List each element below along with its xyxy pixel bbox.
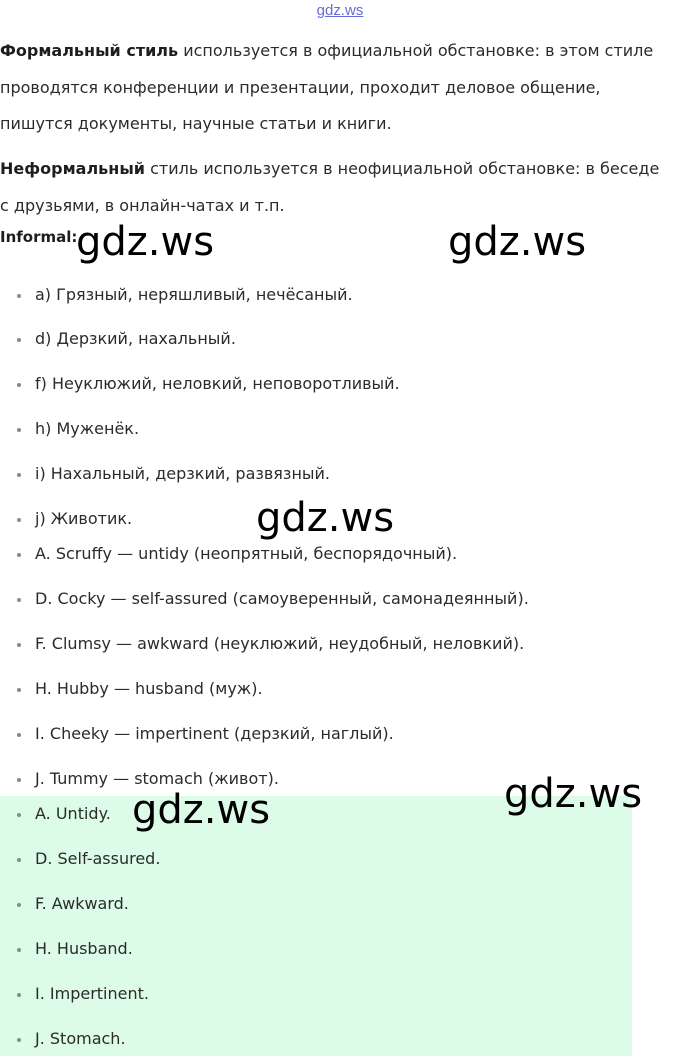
list-item-text: F. Clumsy — awkward (неуклюжий, неудобный, неловкий). <box>35 634 525 653</box>
informal-style-term: Неформальный <box>0 159 146 178</box>
bullet-icon <box>17 1038 21 1042</box>
list-item-text: F. Awkward. <box>35 894 129 913</box>
bullet-icon <box>17 473 21 477</box>
bullet-icon <box>17 338 21 342</box>
watermark: gdz.ws <box>448 219 587 265</box>
informal-style-paragraph <box>0 151 672 224</box>
list-item-text: d) Дерзкий, нахальный. <box>35 329 236 348</box>
informal-label: Informal: <box>0 228 78 246</box>
bullet-icon <box>17 553 21 557</box>
formal-style-paragraph <box>0 33 672 143</box>
site-link[interactable]: gdz.ws <box>316 2 364 19</box>
watermark: gdz.ws <box>132 787 271 833</box>
list-item-text: f) Неуклюжий, неловкий, неповоротливый. <box>35 374 400 393</box>
bullet-icon <box>17 383 21 387</box>
bullet-icon <box>17 643 21 647</box>
list-item-text: J. Stomach. <box>35 1029 126 1048</box>
bullet-icon <box>17 294 21 298</box>
watermark: gdz.ws <box>256 495 395 541</box>
list-item-text: H. Husband. <box>35 939 133 958</box>
list-item-text: I. Impertinent. <box>35 984 149 1003</box>
list-item-text: H. Hubby — husband (муж). <box>35 679 263 698</box>
watermark: gdz.ws <box>504 771 643 817</box>
bullet-icon <box>17 858 21 862</box>
bullet-icon <box>17 813 21 817</box>
list-item-text: D. Self-assured. <box>35 849 161 868</box>
bullet-icon <box>17 733 21 737</box>
list-item-text: j) Животик. <box>35 509 133 528</box>
list-item-text: J. Tummy — stomach (живот). <box>35 769 279 788</box>
list-item-text: D. Cocky — self-assured (самоуверенный, самонадеянный). <box>35 589 529 608</box>
list-item-text: i) Нахальный, дерзкий, развязный. <box>35 464 331 483</box>
list-item-text: a) Грязный, неряшливый, нечёсаный. <box>35 285 353 304</box>
watermark: gdz.ws <box>76 219 215 265</box>
bullet-icon <box>17 948 21 952</box>
list-item-text: h) Муженёк. <box>35 419 140 438</box>
bullet-icon <box>17 993 21 997</box>
informal-style-description: стиль используется в неофициальной обстановке: в беседе с друзьями, в онлайн-чатах и т.п. <box>0 159 660 215</box>
bullet-icon <box>17 518 21 522</box>
bullet-icon <box>17 428 21 432</box>
formal-style-description: используется в официальной обстановке: в этом стиле проводятся конференции и презентации, проходит деловое общение, пишутся документы, научные статьи и книги. <box>0 41 654 133</box>
bullet-icon <box>17 903 21 907</box>
list-item-text: A. Untidy. <box>35 804 111 823</box>
bullet-icon <box>17 598 21 602</box>
list-item-text: I. Cheeky — impertinent (дерзкий, наглый). <box>35 724 394 743</box>
bullet-icon <box>17 778 21 782</box>
bullet-icon <box>17 688 21 692</box>
list-item-text: A. Scruffy — untidy (неопрятный, беспорядочный). <box>35 544 458 563</box>
answer-highlight-background <box>0 796 632 1056</box>
formal-style-term: Формальный стиль <box>0 41 179 60</box>
